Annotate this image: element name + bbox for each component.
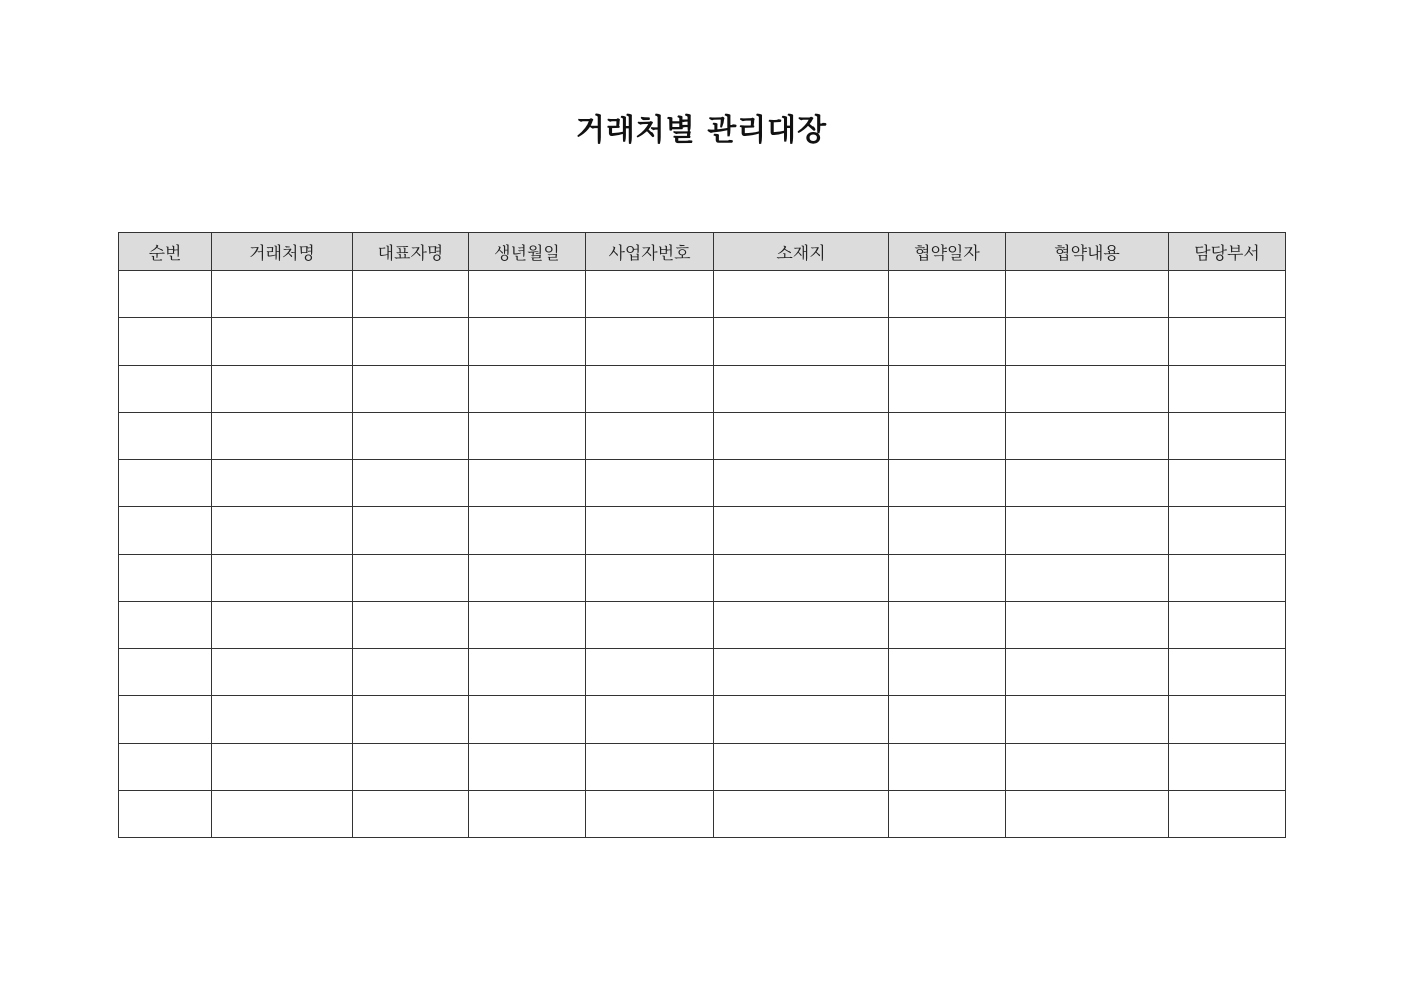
table-cell — [1169, 271, 1286, 318]
table-cell — [353, 743, 469, 790]
table-cell — [212, 790, 353, 837]
table-cell — [1006, 318, 1169, 365]
table-cell — [714, 271, 889, 318]
table-cell — [353, 696, 469, 743]
table-cell — [212, 318, 353, 365]
table-cell — [119, 507, 212, 554]
table-cell — [586, 696, 714, 743]
table-cell — [714, 318, 889, 365]
table-row — [119, 790, 1286, 837]
table-cell — [119, 412, 212, 459]
table-cell — [469, 649, 586, 696]
table-cell — [212, 649, 353, 696]
table-cell — [1006, 271, 1169, 318]
table-row — [119, 554, 1286, 601]
table-cell — [353, 318, 469, 365]
column-header-agreement-date: 협약일자 — [889, 233, 1006, 271]
table-cell — [586, 507, 714, 554]
table-cell — [469, 507, 586, 554]
table-cell — [714, 507, 889, 554]
table-cell — [889, 554, 1006, 601]
table-row — [119, 601, 1286, 648]
table-row — [119, 318, 1286, 365]
table-cell — [1006, 696, 1169, 743]
table-cell — [469, 412, 586, 459]
table-cell — [119, 318, 212, 365]
table-cell — [1006, 365, 1169, 412]
table-cell — [353, 554, 469, 601]
table-cell — [586, 271, 714, 318]
column-header-agreement-content: 협약내용 — [1006, 233, 1169, 271]
table-cell — [469, 271, 586, 318]
table-cell — [889, 460, 1006, 507]
table-cell — [212, 601, 353, 648]
table-cell — [1169, 696, 1286, 743]
table-cell — [1169, 318, 1286, 365]
table-cell — [469, 554, 586, 601]
table-cell — [586, 365, 714, 412]
table-cell — [889, 743, 1006, 790]
table-cell — [469, 696, 586, 743]
table-cell — [714, 649, 889, 696]
table-cell — [1169, 601, 1286, 648]
column-header-client-name: 거래처명 — [212, 233, 353, 271]
table-cell — [212, 460, 353, 507]
table-cell — [212, 743, 353, 790]
column-header-location: 소재지 — [714, 233, 889, 271]
table-cell — [353, 365, 469, 412]
table-cell — [1006, 790, 1169, 837]
table-cell — [889, 601, 1006, 648]
table-cell — [714, 365, 889, 412]
table-cell — [212, 365, 353, 412]
table-cell — [1169, 460, 1286, 507]
table-row — [119, 271, 1286, 318]
table-cell — [586, 649, 714, 696]
table-row — [119, 365, 1286, 412]
ledger-table — [118, 232, 1286, 838]
table-body — [119, 271, 1286, 838]
table-cell — [889, 790, 1006, 837]
table-cell — [212, 507, 353, 554]
table-cell — [889, 696, 1006, 743]
table-row — [119, 412, 1286, 459]
table-cell — [119, 271, 212, 318]
header-row — [119, 233, 1286, 271]
table-cell — [889, 412, 1006, 459]
table-cell — [586, 554, 714, 601]
table-cell — [586, 601, 714, 648]
table-cell — [1006, 460, 1169, 507]
table-cell — [119, 743, 212, 790]
table-cell — [714, 790, 889, 837]
column-header-department: 담당부서 — [1169, 233, 1286, 271]
table-cell — [1006, 649, 1169, 696]
table-cell — [119, 365, 212, 412]
table-row — [119, 743, 1286, 790]
table-cell — [889, 365, 1006, 412]
table-cell — [1169, 649, 1286, 696]
column-header-birth-date: 생년월일 — [469, 233, 586, 271]
table-cell — [1006, 554, 1169, 601]
table-cell — [469, 460, 586, 507]
table-cell — [1169, 507, 1286, 554]
table-cell — [212, 696, 353, 743]
table-cell — [1169, 743, 1286, 790]
table-cell — [353, 460, 469, 507]
table-cell — [1006, 412, 1169, 459]
table-cell — [714, 460, 889, 507]
column-header-representative: 대표자명 — [353, 233, 469, 271]
document-title: 거래처별 관리대장 — [575, 113, 828, 148]
table-cell — [714, 601, 889, 648]
table-cell — [119, 460, 212, 507]
table-cell — [889, 318, 1006, 365]
table-cell — [586, 460, 714, 507]
table-cell — [1006, 601, 1169, 648]
table-cell — [714, 743, 889, 790]
table-row — [119, 649, 1286, 696]
table-cell — [889, 649, 1006, 696]
table-cell — [353, 271, 469, 318]
table-cell — [119, 696, 212, 743]
table-cell — [119, 554, 212, 601]
table-cell — [1169, 412, 1286, 459]
table-cell — [469, 790, 586, 837]
table-cell — [1169, 790, 1286, 837]
table-cell — [212, 271, 353, 318]
table-cell — [714, 412, 889, 459]
table-row — [119, 460, 1286, 507]
table-cell — [889, 507, 1006, 554]
column-header-seq: 순번 — [119, 233, 212, 271]
table-cell — [586, 412, 714, 459]
table-header — [119, 233, 1286, 271]
table-cell — [469, 365, 586, 412]
table-cell — [586, 318, 714, 365]
table-cell — [353, 507, 469, 554]
table-cell — [1169, 365, 1286, 412]
table-cell — [353, 790, 469, 837]
table-cell — [353, 649, 469, 696]
table-row — [119, 696, 1286, 743]
table-cell — [1006, 743, 1169, 790]
table-cell — [469, 601, 586, 648]
table-cell — [586, 743, 714, 790]
table-cell — [586, 790, 714, 837]
table-cell — [889, 271, 1006, 318]
table-cell — [1169, 554, 1286, 601]
table-cell — [714, 696, 889, 743]
table-cell — [469, 318, 586, 365]
table-cell — [119, 790, 212, 837]
table-cell — [1006, 507, 1169, 554]
table-row — [119, 507, 1286, 554]
table-cell — [119, 649, 212, 696]
table-cell — [119, 601, 212, 648]
column-header-business-number: 사업자번호 — [586, 233, 714, 271]
table-cell — [212, 412, 353, 459]
table-cell — [469, 743, 586, 790]
table-cell — [212, 554, 353, 601]
table-cell — [353, 601, 469, 648]
table-cell — [714, 554, 889, 601]
table-cell — [353, 412, 469, 459]
